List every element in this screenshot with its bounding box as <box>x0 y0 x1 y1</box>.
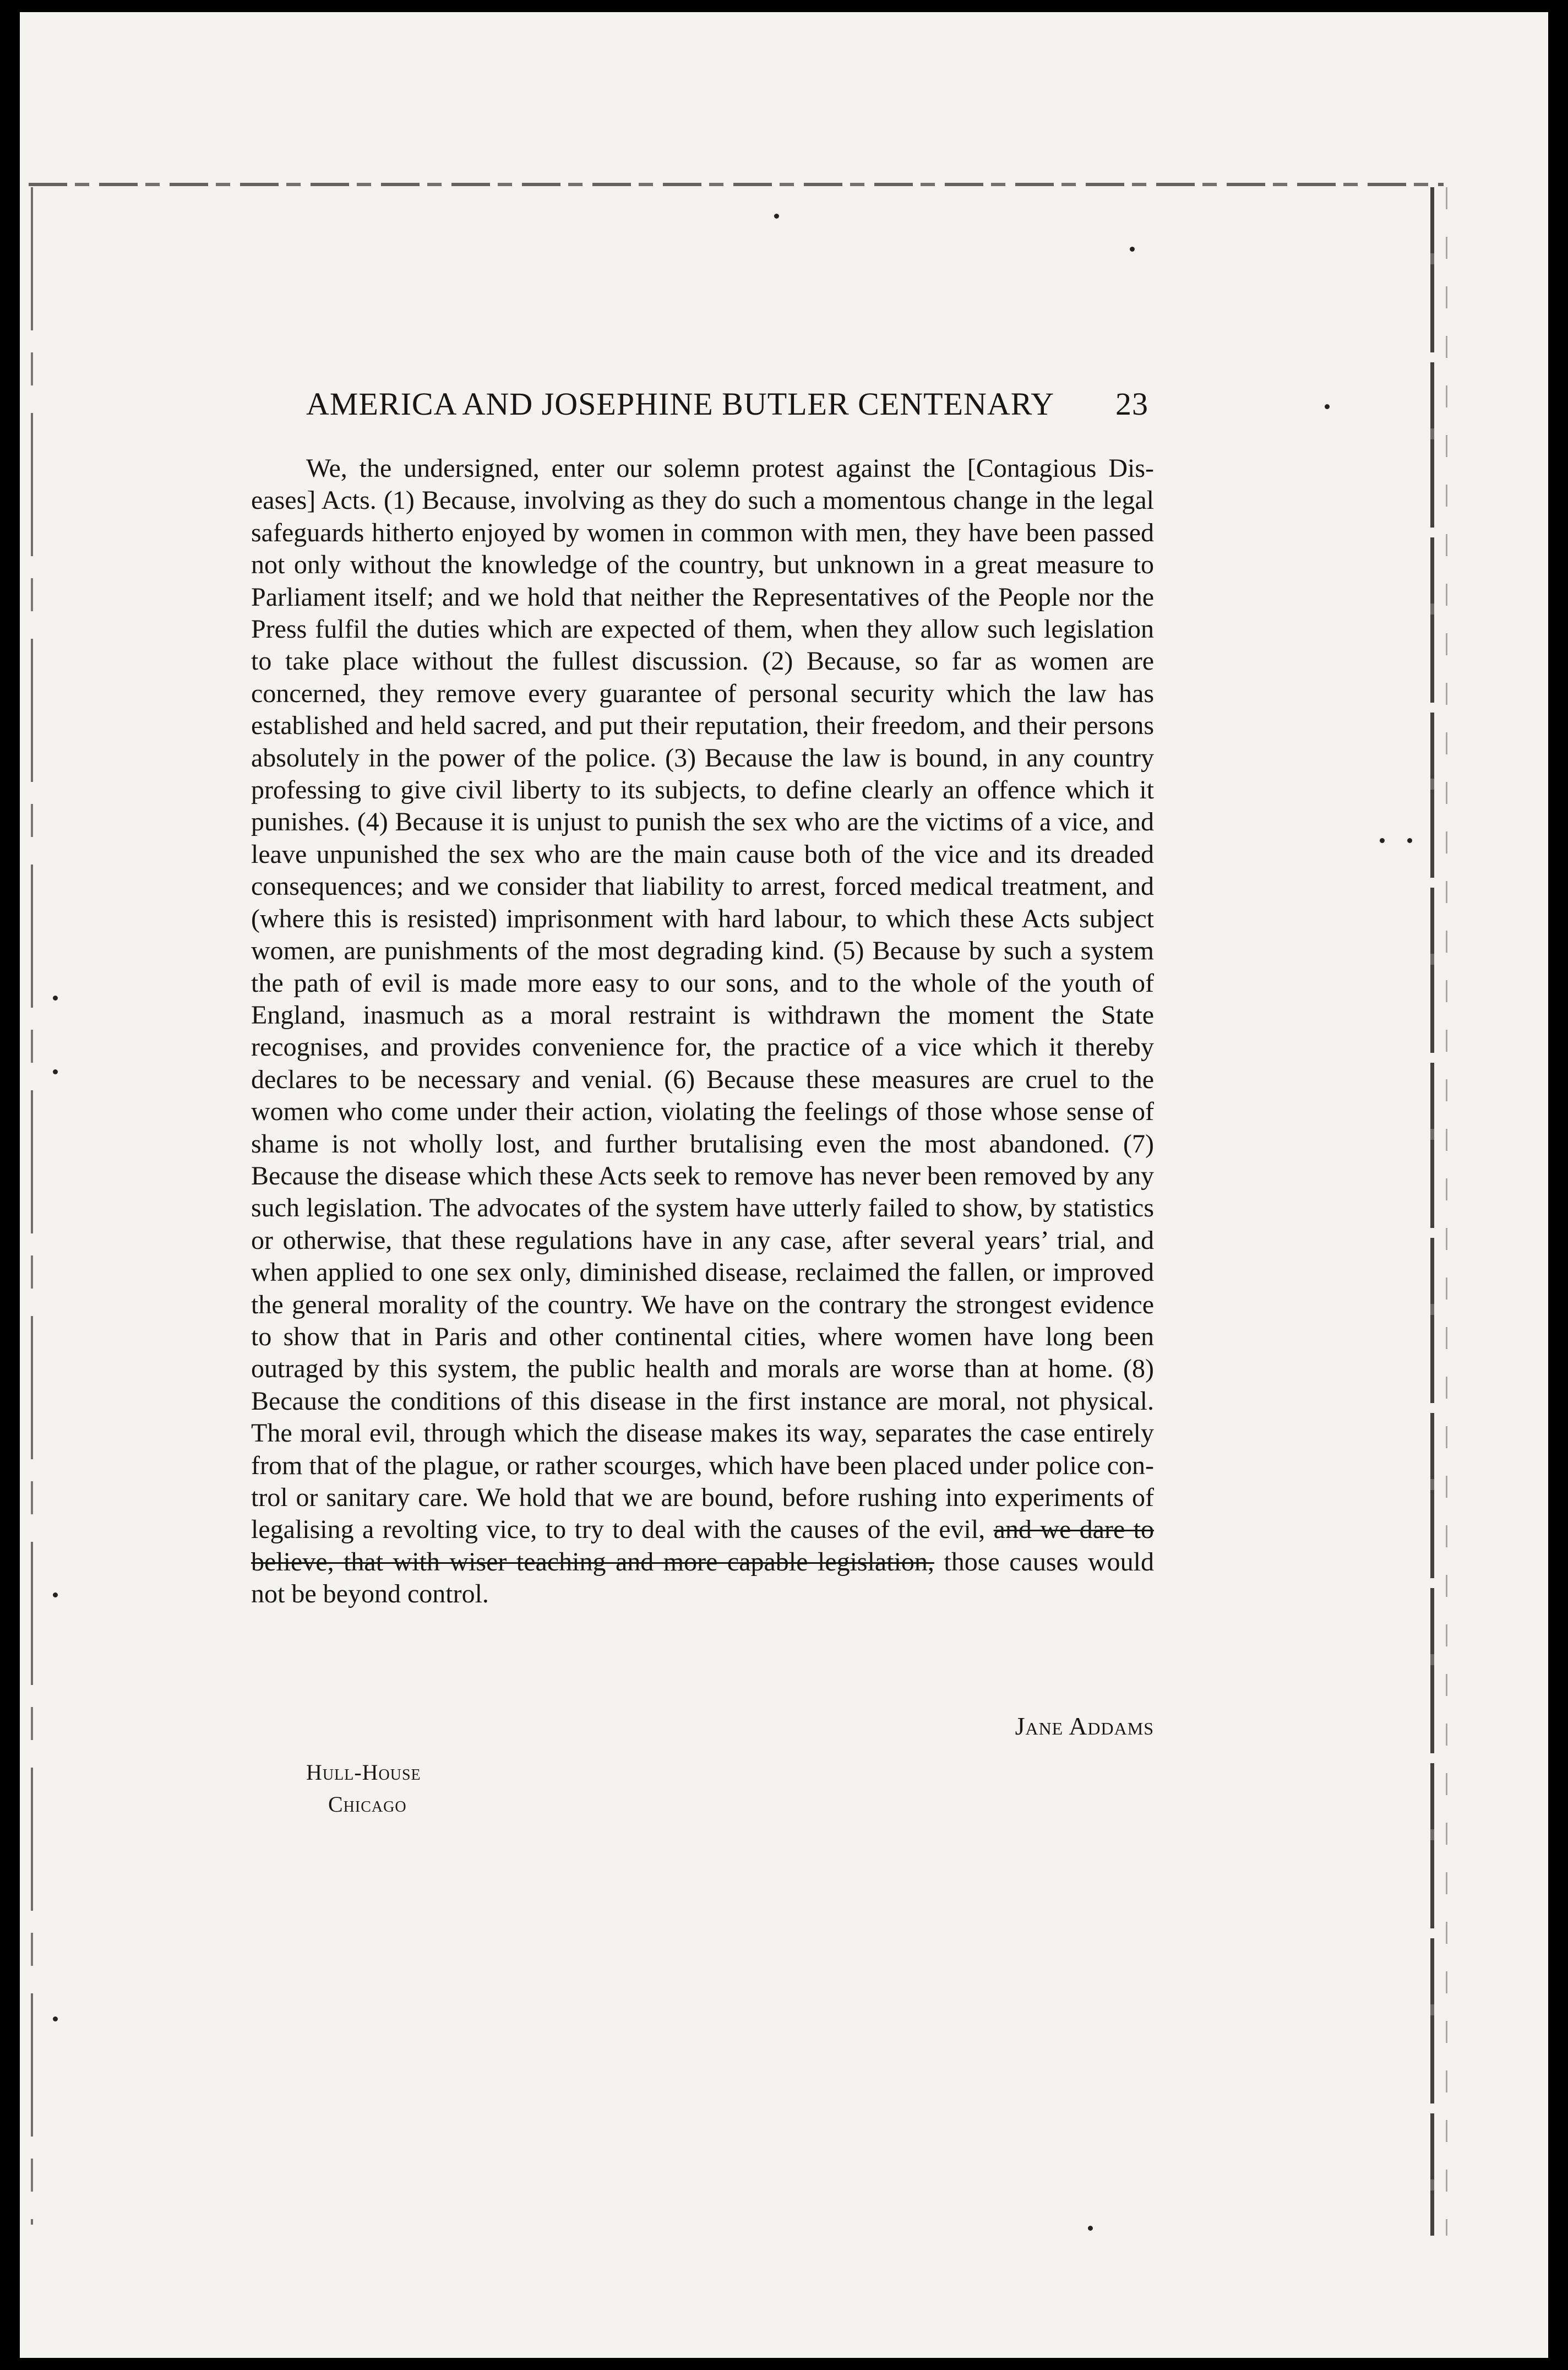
address-line-1: Hull-House <box>306 1760 421 1785</box>
scan-speck <box>53 2016 58 2021</box>
signature: Jane Addams <box>1015 1712 1154 1740</box>
scan-speck <box>1325 404 1330 409</box>
struck-through-text: and we dare to believe, that with wiser teaching and more capable legislation, <box>251 1515 1155 1577</box>
scan-speck <box>53 1069 58 1074</box>
scan-speck <box>1380 838 1385 843</box>
scan-speck <box>1130 247 1135 252</box>
running-head <box>306 385 1148 422</box>
scan-speck <box>53 996 58 1001</box>
protest-paragraph <box>251 453 1154 1611</box>
scan-speck <box>774 214 779 219</box>
scan-frame-right-outer-edge <box>1446 187 1447 2236</box>
scanned-page <box>20 12 1548 2358</box>
scan-speck <box>1407 838 1412 843</box>
protest-text-ending: those causes would not be beyond control. <box>251 1547 1154 1609</box>
protest-text-main: We, the undersigned, enter our solemn protest against the [Contagious Diseases] Acts. (1) Because, involving as they do such a momentous change in the legal safeguards hitherto enjoyed by women in common with men, they have been passed not only without the knowledge of the country, but unknown in a great measure to Parliament itself; and we hold that neither the Representatives of the People nor the Press fulfil the duties which are expected of them, when they allow such legislation to take place without the fullest discussion. (2) Because, so far as women are concerned, they remove every guarantee of personal security which the law has established and held sacred, and put their reputation, their freedom, and their persons absolutely in the power of the police. (3) Because the law is bound, in any country professing to give civil liberty to its subjects, to define clearly an offence which it punishes. (4) Because it is unjust to punish the sex who are the victims of a vice, and leave unpunished the sex who are the main cause both of the vice and its dreaded consequences; and we consider that liability to arrest, forced medical treatment, and (where this is resisted) imprisonment with hard labour, to which these Acts subject women, are punishments of the most degrading kind. (5) Because by such a system the path of evil is made more easy to our sons, and to the whole of the youth of England, inasmuch as a moral restraint is withdrawn the moment the State recognises, and provides convenience for, the practice of a vice which it thereby declares to be necessary and venial. (6) Because these measures are cruel to the women who come under their action, violating the feelings of those whose sense of shame is not wholly lost, and further brutalising even the most abandoned. (7) Because the disease which these Acts seek to remove has never been removed by any such legislation. The advocates of the system have utterly failed to show, by statistics or otherwise, that these regulations have in any case, after several years’ trial, and when applied to one sex only, diminished disease, reclaimed the fallen, or improved the general morality of the country. We have on the contrary the strongest evidence to show that in Paris and other continental cities, where women have long been outraged by this system, the public health and morals are worse than at home. (8) Because the conditions of this disease in the first instance are moral, not physical. The moral evil, through which the disease makes its way, separates the case entirely from that of the plague, or rather scourges, which have been placed under police control or sanitary care. We hold that we are bound, before rushing into experiments of legalising a revolting vice, to try to deal with the causes of the evil, <box>251 454 1154 1545</box>
signer-address <box>306 1757 421 1820</box>
scan-frame-left-edge <box>31 187 33 2225</box>
running-head-title: AMERICA AND JOSEPHINE BUTLER CENTENARY <box>306 386 1055 422</box>
protest-text <box>251 453 1154 1611</box>
page-number: 23 <box>1115 386 1148 422</box>
address-line-2: Chicago <box>328 1792 407 1817</box>
scan-frame-top-edge <box>29 183 1444 186</box>
scan-speck <box>53 1592 58 1597</box>
scan-frame-right-edge <box>1430 187 1434 2236</box>
scan-speck <box>1088 2226 1093 2231</box>
